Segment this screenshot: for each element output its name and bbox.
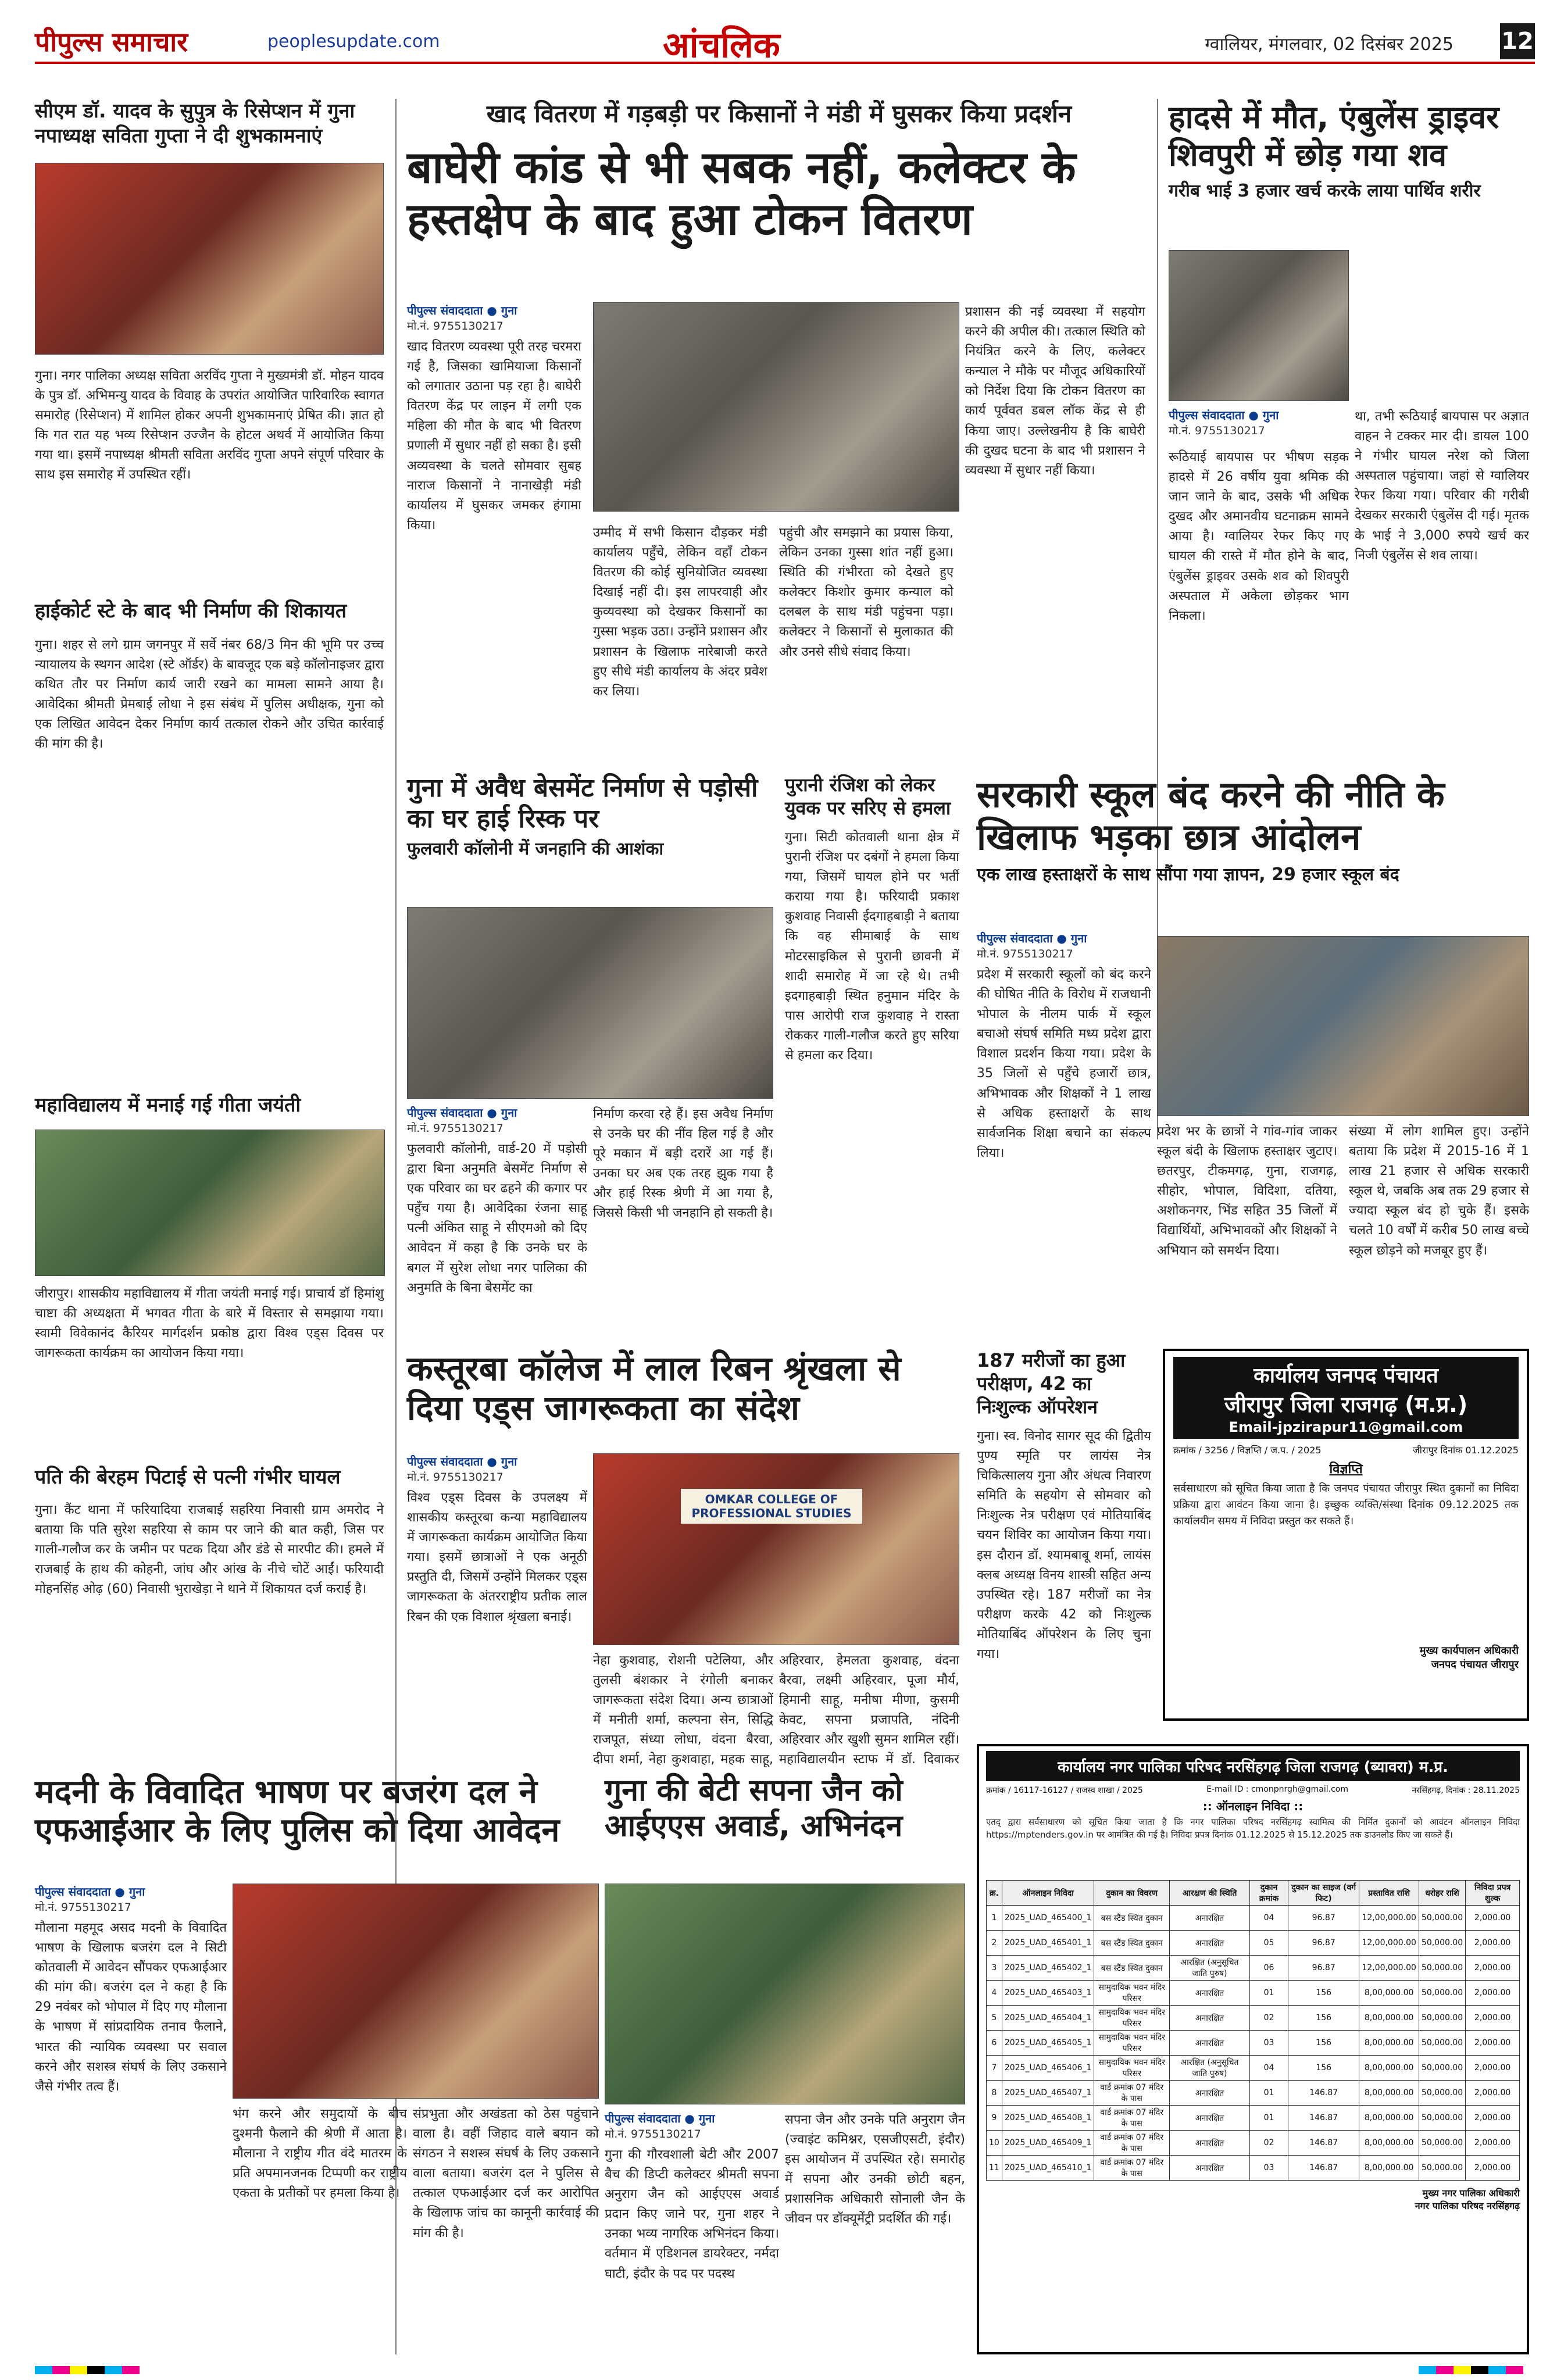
advert-ref: क्रमांक / 16117-16127 / राजस्व शाखा / 2025 xyxy=(986,1786,1143,1795)
table-cell: 5 xyxy=(987,2006,1002,2031)
photo-ambulance xyxy=(1169,250,1349,401)
table-row xyxy=(987,1981,1520,2006)
table-cell: 10 xyxy=(987,2131,1002,2156)
reporter-mobile: मो.नं. 9755130217 xyxy=(605,2128,701,2140)
story-headline: महाविद्यालय में मनाई गई गीता जयंती xyxy=(35,1093,301,1117)
reporter-mobile: मो.नं. 9755130217 xyxy=(35,1901,131,1914)
story-body-col2: सपना जैन और उनके पति अनुराग जैन (ज्वाइंट कमिश्नर, एसजीएसटी, इंदौर) इस आयोजन में उपस्थित रहे। समारोह में सपना और उनकी छोटी बहन, प्रशासनिक अधिकारी सोनाली जैन के जीवन पर डॉक्यूमेंट्री प्रदर्शित की गई। xyxy=(785,2113,965,2227)
photo-student-protest xyxy=(1157,936,1529,1116)
table-cell: 2025_UAD_465408_1 xyxy=(1002,2106,1094,2131)
table-cell: 50,000.00 xyxy=(1419,2056,1465,2081)
photo-basement xyxy=(407,907,773,1099)
byline-block xyxy=(407,302,581,333)
advert-nagar-palika xyxy=(977,1744,1529,2354)
story-headline: सरकारी स्कूल बंद करने की नीति के खिलाफ भड़का छात्र आंदोलन xyxy=(977,773,1445,859)
table-cell: 2025_UAD_465404_1 xyxy=(1002,2006,1094,2031)
table-cell: 2025_UAD_465400_1 xyxy=(1002,1906,1094,1931)
story-headline: सीएम डॉ. यादव के सुपुत्र के रिसेप्शन में गुना नपाध्यक्ष सविता गुप्ता ने दी शुभकामनाएं xyxy=(35,99,355,148)
photo-reception xyxy=(35,163,384,355)
table-cell: अनारक्षित xyxy=(1170,1981,1250,2006)
table-cell: 12,00,000.00 xyxy=(1359,1931,1419,1956)
story-headline: मदनी के विवादित भाषण पर बजरंग दल ने एफआईआर के लिए पुलिस को दिया आवेदन xyxy=(35,1773,560,1850)
photo-farmers-protest xyxy=(593,302,959,512)
story-highcourt xyxy=(35,599,384,1089)
table-cell: 8,00,000.00 xyxy=(1359,1981,1419,2006)
table-cell: 02 xyxy=(1250,2006,1288,2031)
advert-label: विज्ञप्ति xyxy=(1329,1462,1363,1477)
story-headline: हाईकोर्ट स्टे के बाद भी निर्माण की शिकायत xyxy=(35,599,347,623)
story-reception xyxy=(35,99,384,483)
reporter-mobile: मो.नं. 9755130217 xyxy=(407,1471,503,1484)
table-cell: 03 xyxy=(1250,2156,1288,2181)
table-row xyxy=(987,2156,1520,2181)
story-body-col1: विश्व एड्स दिवस के उपलक्ष्य में शासकीय कस्तूरबा कन्या महाविद्यालय में जागरूकता कार्यक्रम आयोजित किया गया। इसमें छात्राओं ने एक अनूठी प्रस्तुति दी, जिसमें उन्होंने मिलकर एड्स जागरूकता के अंतरराष्ट्रीय प्रतीक लाल रिबन की एक विशाल श्रृंखला बनाई। xyxy=(407,1491,587,1624)
advert-signature: मुख्य नगर पालिका अधिकारी नगर पालिका परिषद नरसिंहगढ़ xyxy=(1415,2188,1520,2211)
table-row xyxy=(987,1906,1520,1931)
section-title: आंचलिक xyxy=(663,25,780,66)
table-cell: अनारक्षित xyxy=(1170,2081,1250,2106)
table-cell: 8,00,000.00 xyxy=(1359,2106,1419,2131)
table-cell: 2025_UAD_465402_1 xyxy=(1002,1956,1094,1981)
reporter-mobile: मो.नं. 9755130217 xyxy=(1169,424,1265,437)
advert-signature: मुख्य कार्यपालन अधिकारी जनपद पंचायत जीरापुर xyxy=(1419,1645,1519,1671)
tender-column-header: ऑनलाइन निविदा xyxy=(1002,1881,1094,1906)
story-kicker: खाद वितरण में गड़बड़ी पर किसानों ने मंडी में घुसकर किया प्रदर्शन xyxy=(486,99,1072,128)
table-cell: 50,000.00 xyxy=(1419,1981,1465,2006)
story-body: गुना। शहर से लगे ग्राम जगनपुर में सर्वे नंबर 68/3 मिन की भूमि पर उच्च न्यायालय के स्थगन आदेश (स्टे ऑर्डर) के बावजूद एक बड़े कॉलोनाइजर द्वारा कथित तौर पर निर्माण कार्य जारी रखने का मामला सामने आया है। आवेदिका श्रीमती प्रेमबाई लोधा ने इस संबंध में पुलिस अधीक्षक, गुना को एक लिखित आवेदन देकर निर्माण कार्य तत्काल रोकने और उचित कार्रवाई की मांग की है। xyxy=(35,637,384,751)
story-gita-jayanti xyxy=(35,1093,384,1459)
story-body-col1: रूठियाई बायपास पर भीषण सड़क हादसे में 26 वर्षीय युवा श्रमिक की जान जाने के बाद, उसके भी अधिक दुखद और अमानवीय घटनाक्रम सामने आया है। ग्वालियर रेफर किए गए घायल की रास्ते में मौत होने के बाद, एंबुलेंस ड्राइवर उसके शव को शिवपुरी अस्पताल में अकेला छोड़कर भाग निकला। xyxy=(1169,450,1349,623)
table-cell: 04 xyxy=(1250,2056,1288,2081)
story-headline: पति की बेरहम पिटाई से पत्नी गंभीर घायल xyxy=(35,1466,341,1489)
table-cell: बस स्टैंड स्थित दुकान xyxy=(1094,1931,1170,1956)
story-body-col1: प्रदेश में सरकारी स्कूलों को बंद करने की घोषित नीति के विरोध में राजधानी भोपाल के नीलम पार्क में स्कूल बचाओ संघर्ष समिति मध्य प्रदेश द्वारा विशाल प्रदर्शन किया गया। प्रदेश के 35 जिलों से पहुँचे हजारों छात्र, अभिभावक और शिक्षकों ने 1 लाख से अधिक हस्ताक्षरों के साथ सार्वजनिक शिक्षा बचाने का संकल्प लिया। xyxy=(977,967,1151,1160)
table-cell: 04 xyxy=(1250,1906,1288,1931)
table-cell: वार्ड क्रमांक 07 मंदिर के पास xyxy=(1094,2131,1170,2156)
table-cell: 2,000.00 xyxy=(1466,2056,1520,2081)
table-cell: वार्ड क्रमांक 07 मंदिर के पास xyxy=(1094,2081,1170,2106)
table-cell: 8,00,000.00 xyxy=(1359,2006,1419,2031)
advert-email[interactable]: Email-jpzirapur11@gmail.com xyxy=(1229,1419,1463,1435)
byline-block xyxy=(605,2110,779,2141)
story-body: गुना। कैंट थाना में फरियादिया राजबाई सहरिया निवासी ग्राम अमरोद ने बताया कि पति सुरेश सहरिया से काम पर जाने की बात कही, जिस पर गाली-गलौज कर के जमीन पर पटक दिया और डंडे से मारपीट की। हमले में राजबाई के हाथ की कोहनी, जांघ और आंख के नीचे चोटें आईं। फरियादी मोहनसिंह ओढ़ (60) निवासी भुराखेड़ा ने थाने में शिकायत दर्ज कराई है। xyxy=(35,1502,384,1596)
table-cell: 7 xyxy=(987,2056,1002,2081)
story-body-col3: पहुंची और समझाने का प्रयास किया, लेकिन उनका गुस्सा शांत नहीं हुआ। स्थिति की गंभीरता को देखते हुए कलेक्टर किशोर कुमार कन्याल को दलबल के साथ मंडी पहुंचना पड़ा। कलेक्टर ने किसानों से मुलाकात की और उनसे सीधे संवाद किया। xyxy=(779,526,954,659)
photo-gita-jayanti xyxy=(35,1130,385,1276)
advert-date: नरसिंहगढ़, दिनांक : 28.11.2025 xyxy=(1412,1786,1520,1795)
story-headline: 187 मरीजों का हुआ परीक्षण, 42 का निःशुल्क ऑपरेशन xyxy=(977,1349,1126,1418)
table-cell: 96.87 xyxy=(1288,1931,1359,1956)
table-cell: 8,00,000.00 xyxy=(1359,2056,1419,2081)
table-row xyxy=(987,2131,1520,2156)
table-cell: 156 xyxy=(1288,2031,1359,2056)
table-cell: 8,00,000.00 xyxy=(1359,2156,1419,2181)
masthead xyxy=(35,23,1535,64)
table-cell: 8,00,000.00 xyxy=(1359,2081,1419,2106)
page-number: 12 xyxy=(1500,23,1535,59)
table-cell: 156 xyxy=(1288,2056,1359,2081)
story-body-col3: संख्या में लोग शामिल हुए। उन्होंने बताया कि प्रदेश में 2015-16 में 1 लाख 21 हजार से अधिक सरकारी स्कूल थे, जबकि अब तक 29 हजार से ज्यादा स्कूल बंद हो चुके हैं। इसके चलते 10 वर्षों में करीब 50 लाख बच्चे स्कूल छोड़ने को मजबूर हुए हैं। xyxy=(1349,1124,1529,1258)
tender-table xyxy=(986,1880,1520,2181)
table-cell: अनारक्षित xyxy=(1170,2031,1250,2056)
table-cell: 156 xyxy=(1288,2006,1359,2031)
table-cell: 2,000.00 xyxy=(1466,1931,1520,1956)
story-body: गुना। सिटी कोतवाली थाना क्षेत्र में पुरानी रंजिश पर दबंगों ने हमला किया गया, जिसमें घायल होने पर भर्ती कराया गया है। फरियादी प्रकाश कुशवाह निवासी ईदगाहबाड़ी ने बताया कि वह सीमाबाई के साथ मोटरसाइकिल से पुरानी छावनी में शादी समारोह में जा रहे थे। तभी इदगाहबाड़ी स्थित हनुमान मंदिर के पास आरोपी राज कुशवाह ने रास्ता रोककर गाली-गलौज करते हुए सरिया से हमला कर दिया। xyxy=(785,830,959,1063)
story-basement xyxy=(407,773,779,860)
table-cell: 2025_UAD_465405_1 xyxy=(1002,2031,1094,2056)
byline-block xyxy=(35,1884,227,1914)
tender-column-header: दुकान का विवरण xyxy=(1094,1881,1170,1906)
table-row xyxy=(987,2056,1520,2081)
table-row xyxy=(987,2006,1520,2031)
table-cell: 4 xyxy=(987,1981,1002,2006)
table-cell: 2,000.00 xyxy=(1466,2081,1520,2106)
story-headline: बाघेरी कांड से भी सबक नहीं, कलेक्टर के हस्तक्षेप के बाद हुआ टोकन वितरण xyxy=(407,141,1076,245)
story-madni xyxy=(35,1773,593,1850)
table-cell: सामुदायिक भवन मंदिर परिसर xyxy=(1094,1981,1170,2006)
story-body-col3: अहिरवार, हेमलता कुशवाह, वंदना बैरवा, लक्ष्मी अहिरवार, पूजा मौर्य, हिमानी साहू, मनीषा मीणा, कुसमी केवट, सपना प्रजापति, नंदिनी अहिरवार और खुशी सुमन शामिल रहीं। महाविद्यालयीन स्टाफ में डॉ. दिवाकर xyxy=(779,1653,959,1767)
table-cell: वार्ड क्रमांक 07 मंदिर के पास xyxy=(1094,2106,1170,2131)
byline: पीपुल्स संवाददाता ● गुना xyxy=(977,931,1087,945)
story-body-col1: गुना की गौरवशाली बेटी और 2007 बैच की डिप्टी कलेक्टर श्रीमती सपना अनुराग जैन को आईएएस अवार्ड प्रदान किए जाने पर, गुना शहर ने उनका भव्य नागरिक अभिनंदन किया। वर्तमान में एडिशनल डायरेक्टर, नर्मदा घाटी, इंदौर के पद पर पदस्थ xyxy=(605,2147,779,2281)
newspaper-brand: पीपुल्स समाचार xyxy=(35,26,188,58)
table-cell: अनारक्षित xyxy=(1170,2156,1250,2181)
table-cell: 2025_UAD_465407_1 xyxy=(1002,2081,1094,2106)
story-headline: हादसे में मौत, एंबुलेंस ड्राइवर शिवपुरी में छोड़ गया शव xyxy=(1169,99,1499,173)
table-cell: 1 xyxy=(987,1906,1002,1931)
table-cell: 2,000.00 xyxy=(1466,1906,1520,1931)
table-cell: 96.87 xyxy=(1288,1906,1359,1931)
story-headline: गुना में अवैध बेसमेंट निर्माण से पड़ोसी का घर हाई रिस्क पर xyxy=(407,773,758,834)
table-cell: 146.87 xyxy=(1288,2081,1359,2106)
advert-date: जीरापुर दिनांक 01.12.2025 xyxy=(1412,1445,1519,1456)
table-cell: वार्ड क्रमांक 07 मंदिर के पास xyxy=(1094,2156,1170,2181)
table-cell: 8,00,000.00 xyxy=(1359,2131,1419,2156)
story-sapna-jain xyxy=(605,1773,965,1845)
table-cell: आरक्षित (अनुसूचित जाति पुरुष) xyxy=(1170,2056,1250,2081)
advert-email[interactable]: E-mail ID : cmonpnrgh@gmail.com xyxy=(1206,1785,1348,1794)
reporter-mobile: मो.नं. 9755130217 xyxy=(407,320,503,333)
photo-kasturba-college xyxy=(593,1453,959,1645)
advert-body: सर्वसाधारण को सूचित किया जाता है कि जनपद पंचायत जीरापुर स्थित दुकानों का निविदा प्रक्रिया द्वारा आवंटन किया जाना है। इच्छुक व्यक्ति/संस्था दिनांक 09.12.2025 तक कार्यालयीन समय में निविदा प्रस्तुत कर सकते हैं। xyxy=(1173,1482,1519,1527)
tender-column-header: धरोहर राशि xyxy=(1419,1881,1465,1906)
table-cell: सामुदायिक भवन मंदिर परिसर xyxy=(1094,2031,1170,2056)
byline-block xyxy=(1169,407,1349,438)
story-subhead: एक लाख हस्ताक्षरों के साथ सौंपा गया ज्ञापन, 29 हजार स्कूल बंद xyxy=(977,864,1399,885)
story-body-col2: प्रदेश भर के छात्रों ने गांव-गांव जाकर स्कूल बंदी के खिलाफ हस्ताक्षर जुटाए। छतरपुर, टीकमगढ़, गुना, राजगढ़, सीहोर, भोपाल, विदिशा, दतिया, अशोकनगर, भिंड सहित 35 जिलों में विद्यार्थियों, अभिभावकों और शिक्षकों ने अभियान को समर्थन दिया। xyxy=(1157,1124,1337,1258)
story-headline: गुना की बेटी सपना जैन को आईएएस अवार्ड, अभिनंदन xyxy=(605,1773,903,1844)
story-kasturba xyxy=(407,1349,959,1428)
table-cell: अनारक्षित xyxy=(1170,1931,1250,1956)
story-body-col2: नेहा कुशवाह, रोशनी पटेलिया, और तुलसी बंशकार ने रंगोली बनाकर जागरूकता संदेश दिया। अन्य छात्राओं में मनीती शर्मा, कल्पना सेन, सिद्धि राजपूत, संध्या लोधा, वंदना बैरवा, दीपा शर्मा, नेहा कुशवाहा, महक साहू, xyxy=(593,1653,773,1767)
story-headline: पुरानी रंजिश को लेकर युवक पर सरिए से हमला xyxy=(785,774,951,819)
table-cell: 50,000.00 xyxy=(1419,2156,1465,2181)
table-cell: 2,000.00 xyxy=(1466,1956,1520,1981)
table-cell: 12,00,000.00 xyxy=(1359,1906,1419,1931)
reporter-mobile: मो.नं. 9755130217 xyxy=(407,1122,503,1135)
story-body-col2: भंग करने और समुदायों के बीच दुश्मनी फैलाने की श्रेणी में आता है। मौलाना ने राष्ट्रीय गीत वंदे मातरम के प्रति अपमानजनक टिप्पणी कर राष्ट्रीय एकता के प्रतीकों पर हमला किया है। xyxy=(233,2107,407,2201)
table-cell: 50,000.00 xyxy=(1419,2006,1465,2031)
table-cell: 96.87 xyxy=(1288,1956,1359,1981)
advert-ref: क्रमांक / 3256 / विज्ञप्ति / ज.प. / 2025 xyxy=(1173,1445,1322,1456)
table-cell: अनारक्षित xyxy=(1170,1906,1250,1931)
tender-table-header xyxy=(987,1881,1520,1906)
table-cell: अनारक्षित xyxy=(1170,2131,1250,2156)
dateline: ग्वालियर, मंगलवार, 02 दिसंबर 2025 xyxy=(1205,34,1454,55)
table-cell: 9 xyxy=(987,2106,1002,2131)
reporter-mobile: मो.नं. 9755130217 xyxy=(977,948,1073,960)
table-cell: 50,000.00 xyxy=(1419,2031,1465,2056)
story-eye-camp xyxy=(977,1349,1151,1752)
table-cell: 12,00,000.00 xyxy=(1359,1956,1419,1981)
table-cell: 146.87 xyxy=(1288,2156,1359,2181)
table-cell: 50,000.00 xyxy=(1419,1931,1465,1956)
photo-bajrang-dal xyxy=(233,1884,599,2099)
table-cell: 01 xyxy=(1250,1981,1288,2006)
photo-banner-text: OMKAR COLLEGE OF PROFESSIONAL STUDIES xyxy=(681,1489,862,1524)
tender-column-header: दुकान क्रमांक xyxy=(1250,1881,1288,1906)
table-cell: बस स्टैंड स्थित दुकान xyxy=(1094,1956,1170,1981)
story-body-col4: प्रशासन की नई व्यवस्था में सहयोग करने की अपील की। तत्काल स्थिति को नियंत्रित करने के लिए, कलेक्टर कन्याल ने मौके पर मौजूद अधिकारियों को निर्देश दिया कि टोकन वितरण का कार्य पूर्ववत डबल लॉक केंद्र से ही किया जाए। उल्लेखनीय है कि बाघेरी की दुखद घटना के बाद भी प्रशासन ने व्यवस्था में सुधार नहीं किया। xyxy=(965,305,1145,478)
byline-block xyxy=(407,1105,587,1135)
story-subhead: फुलवारी कॉलोनी में जनहानि की आशंका xyxy=(407,838,664,859)
photo-sapna-jain xyxy=(605,1884,965,2104)
story-body: गुना। नगर पालिका अध्यक्ष सविता अरविंद गुप्ता ने मुख्यमंत्री डॉ. मोहन यादव के पुत्र डॉ. अभिमन्यु यादव के विवाह के उपरांत आयोजित पारिवारिक स्वागत समारोह (रिसेप्शन) में शामिल होकर अपनी शुभकामनाएं प्रेषित की। ज्ञात हो कि गत रात यह भव्य रिसेप्शन उज्जैन के होटल अथर्व में आयोजित किया गया था। इसमें नपाध्यक्ष श्रीमती सविता अरविंद गुप्ता अपने संपूर्ण परिवार के साथ इस समारोह में उपस्थित रहीं। xyxy=(35,369,384,483)
table-cell: 146.87 xyxy=(1288,2131,1359,2156)
advert-janpad-panchayat xyxy=(1163,1349,1529,1721)
table-row xyxy=(987,2031,1520,2056)
tender-column-header: दुकान का साइज (वर्ग फिट) xyxy=(1288,1881,1359,1906)
tender-column-header: प्रस्तावित राशि xyxy=(1359,1881,1419,1906)
story-body-col1: मौलाना महमूद असद मदनी के विवादित भाषण के खिलाफ बजरंग दल ने सिटी कोतवाली में आवेदन सौंपकर एफआईआर की मांग की। बजरंग दल ने कहा है कि 29 नवंबर को भोपाल में दिए गए मौलाना के भाषण में सांप्रदायिक तनाव फैलाने, भारत की न्यायिक व्यवस्था पर सवाल करने और सशस्त्र संघर्ष के लिए उकसाने जैसे गंभीर तत्व हैं। xyxy=(35,1921,227,2094)
story-body: जीरापुर। शासकीय महाविद्यालय में गीता जयंती मनाई गई। प्राचार्य डॉ हिमांशु चाष्टा की अध्यक्षता में भगवत गीता के बारे में विस्तार से समझाया गया। स्वामी विवेकानंद कैरियर मार्गदर्शन प्रकोष्ठ द्वारा विश्व एड्स दिवस पर जागरूकता कार्यक्रम का आयोजन किया गया। xyxy=(35,1286,384,1360)
table-cell: बस स्टैंड स्थित दुकान xyxy=(1094,1906,1170,1931)
table-cell: 2,000.00 xyxy=(1466,2131,1520,2156)
story-ambulance xyxy=(1169,99,1529,202)
story-body: गुना। स्व. विनोद सागर सूद की द्वितीय पुण्य स्मृति पर लायंस नेत्र चिकित्सालय गुना और अंधत्व निवारण समिति के सहयोग से सोमवार को निःशुल्क नेत्र परीक्षण एवं मोतियाबिंद चयन शिविर का आयोजन किया गया। इस दौरान डॉ. श्यामबाबू शर्मा, लायंस क्लब अध्यक्ष विनय शास्त्री सहित अन्य उपस्थित रहे। 187 मरीजों का नेत्र परीक्षण करके 42 को निःशुल्क मोतियाबिंद ऑपरेशन के लिए चुना गया। xyxy=(977,1429,1151,1662)
table-cell: 50,000.00 xyxy=(1419,1956,1465,1981)
story-body-col2: था, तभी रूठियाई बायपास पर अज्ञात वाहन ने टक्कर मार दी। डायल 100 ने गंभीर घायल नरेश को जिला अस्पताल पहुंचाया। जहां से ग्वालियर रेफर किया गया। परिवार की गरीबी देखकर सरकारी एंबुलेंस दी गई। मृतक के भाई ने 3,000 रुपये खर्च कर निजी एंबुलेंस से शव लाया। xyxy=(1355,409,1529,563)
table-cell: 2,000.00 xyxy=(1466,1981,1520,2006)
website-url[interactable]: peoplesupdate.com xyxy=(267,31,440,52)
table-cell: 50,000.00 xyxy=(1419,2106,1465,2131)
story-body-col1: फुलवारी कॉलोनी, वार्ड-20 में पड़ोसी द्वारा बिना अनुमति बेसमेंट निर्माण से एक परिवार का घर ढहने की कगार पर पहुँच गया है। आवेदिका रंजना साहू पत्नी अंकित साहू ने सीएमओ को दिए आवेदन में कहा है कि उनके घर के बगल में सुरेश लोधा नगर पालिका की अनुमति के बिना बेसमेंट का xyxy=(407,1142,587,1295)
story-fertilizer xyxy=(407,99,1151,245)
tender-column-header: आरक्षण की स्थिति xyxy=(1170,1881,1250,1906)
tender-table-body xyxy=(987,1906,1520,2181)
table-cell: 156 xyxy=(1288,1981,1359,2006)
table-cell: 2,000.00 xyxy=(1466,2031,1520,2056)
table-cell: 2025_UAD_465406_1 xyxy=(1002,2056,1094,2081)
story-assault xyxy=(35,1465,384,1721)
advert-place: जीरापुर जिला राजगढ़ (म.प्र.) xyxy=(1224,1392,1468,1417)
table-cell: 3 xyxy=(987,1956,1002,1981)
table-cell: 06 xyxy=(1250,1956,1288,1981)
table-cell: 6 xyxy=(987,2031,1002,2056)
table-row xyxy=(987,2106,1520,2131)
table-cell: 8,00,000.00 xyxy=(1359,2031,1419,2056)
byline-block xyxy=(407,1453,587,1484)
story-subhead: गरीब भाई 3 हजार खर्च करके लाया पार्थिव शरीर xyxy=(1169,180,1481,201)
advert-label: :: ऑनलाइन निविदा :: xyxy=(1202,1799,1304,1813)
table-cell: 50,000.00 xyxy=(1419,1906,1465,1931)
story-body-col2: निर्माण करवा रहे हैं। इस अवैध निर्माण से उनके घर की नींव हिल गई है और पूरे मकान में बड़ी दरारें आ गई हैं। उनका घर अब एक तरह झुक गया है और हाई रिस्क श्रेणी में आ गया है, जिससे किसी भी जनहानि हो सकती है। xyxy=(593,1107,773,1221)
table-cell: 50,000.00 xyxy=(1419,2131,1465,2156)
tender-column-header: क्र. xyxy=(987,1881,1002,1906)
print-registration-bar xyxy=(0,2360,1557,2380)
table-cell: 146.87 xyxy=(1288,2106,1359,2131)
table-cell: 2,000.00 xyxy=(1466,2006,1520,2031)
story-body-col1: खाद वितरण व्यवस्था पूरी तरह चरमरा गई है, जिसका खामियाजा किसानों को लगातार उठाना पड़ रहा है। बाघेरी वितरण केंद्र पर लाइन में लगी एक महिला की मौत के बाद भी वितरण प्रणाली में सुधार नहीं हो सका है। इसी अव्यवस्था के चलते सोमवार सुबह नाराज किसानों ने नानाखेड़ी मंडी कार्यालय में घुसकर जमकर हंगामा किया। xyxy=(407,340,581,533)
advert-title: कार्यालय जनपद पंचायत xyxy=(1254,1364,1438,1388)
table-cell: 2025_UAD_465410_1 xyxy=(1002,2156,1094,2181)
table-row xyxy=(987,1956,1520,1981)
table-row xyxy=(987,2081,1520,2106)
tender-column-header: निविदा प्रपत्र शुल्क xyxy=(1466,1881,1520,1906)
byline: पीपुल्स संवाददाता ● गुना xyxy=(407,303,517,317)
table-cell: 2,000.00 xyxy=(1466,2106,1520,2131)
table-cell: अनारक्षित xyxy=(1170,2106,1250,2131)
table-cell: 2025_UAD_465401_1 xyxy=(1002,1931,1094,1956)
table-cell: आरक्षित (अनुसूचित जाति पुरुष) xyxy=(1170,1956,1250,1981)
story-body-col3: संप्रभुता और अखंडता को ठेस पहुंचाने वाला है। वहीं जिहाद वाले बयान को संगठन ने सशस्त्र संघर्ष के लिए उकसाने वाला बताया। बजरंग दल ने पुलिस से तत्काल एफआईआर दर्ज कर आरोपित के खिलाफ जांच का कानूनी कार्रवाई की मांग की है। xyxy=(413,2107,599,2240)
byline: पीपुल्स संवाददाता ● गुना xyxy=(407,1455,517,1468)
advert-title: कार्यालय नगर पालिका परिषद नरसिंहगढ़ जिला राजगढ़ (ब्यावरा) म.प्र. xyxy=(986,1751,1520,1781)
byline: पीपुल्स संवाददाता ● गुना xyxy=(35,1885,145,1899)
table-cell: 03 xyxy=(1250,2031,1288,2056)
table-cell: 2 xyxy=(987,1931,1002,1956)
table-cell: अनारक्षित xyxy=(1170,2006,1250,2031)
byline: पीपुल्स संवाददाता ● गुना xyxy=(1169,408,1279,422)
byline: पीपुल्स संवाददाता ● गुना xyxy=(605,2111,715,2125)
table-cell: 2,000.00 xyxy=(1466,2156,1520,2181)
story-body-col2: उम्मीद में सभी किसान दौड़कर मंडी कार्यालय पहुँचे, लेकिन वहाँ टोकन वितरण की कोई सुनियोजित व्यवस्था दिखाई नहीं दी। इस लापरवाही और कुव्यवस्था को देखकर किसानों का गुस्सा भड़क उठा। उन्होंने प्रशासन और प्रशासन के खिलाफ नारेबाजी करते हुए सीधे मंडी कार्यालय के अंदर प्रवेश कर लिया। xyxy=(593,526,767,699)
table-cell: सामुदायिक भवन मंदिर परिसर xyxy=(1094,2056,1170,2081)
advert-body: एतद् द्वारा सर्वसाधारण को सूचित किया जाता है कि नगर पालिका परिषद नरसिंहगढ़ स्वामित्व की निर्मित दुकानों को आवंटन ऑनलाइन निविदा https://mptenders.gov.in पर आमंत्रित की गई है। निविदा प्रपत्र दिनांक 01.12.2025 से 15.12.2025 तक डाउनलोड किए जा सकते हैं। xyxy=(986,1817,1520,1840)
table-cell: 2025_UAD_465403_1 xyxy=(1002,1981,1094,2006)
table-cell: 02 xyxy=(1250,2131,1288,2156)
table-row xyxy=(987,1931,1520,1956)
story-school xyxy=(977,773,1529,886)
story-ranjish xyxy=(785,773,959,1281)
byline-block xyxy=(977,930,1151,961)
byline: पीपुल्स संवाददाता ● गुना xyxy=(407,1106,517,1120)
table-cell: 2025_UAD_465409_1 xyxy=(1002,2131,1094,2156)
story-headline: कस्तूरबा कॉलेज में लाल रिबन श्रृंखला से दिया एड्स जागरूकता का संदेश xyxy=(407,1349,901,1428)
table-cell: सामुदायिक भवन मंदिर परिसर xyxy=(1094,2006,1170,2031)
table-cell: 50,000.00 xyxy=(1419,2081,1465,2106)
table-cell: 11 xyxy=(987,2156,1002,2181)
table-cell: 05 xyxy=(1250,1931,1288,1956)
table-cell: 8 xyxy=(987,2081,1002,2106)
table-cell: 01 xyxy=(1250,2081,1288,2106)
table-cell: 01 xyxy=(1250,2106,1288,2131)
